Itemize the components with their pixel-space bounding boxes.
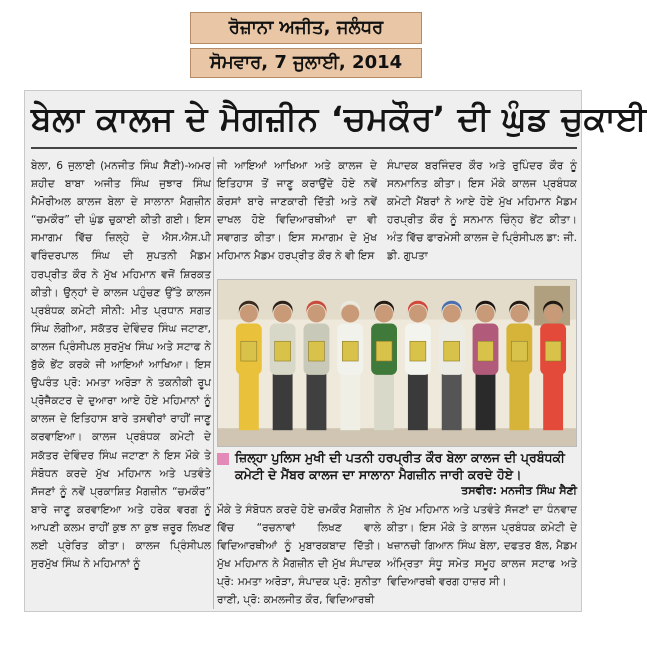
article-column-2-lower (217, 501, 381, 611)
paragraph: ਜੀ ਆਇਆਂ ਆਖਿਆ ਅਤੇ ਕਾਲਜ ਦੇ ਇਤਿਹਾਸ ਤੋਂ ਜਾਣੂ ਕਰਾਉਂਦੇ ਹੋਏ ਨਵੇਂ ਕੋਰਸਾਂ ਬਾਰੇ ਜਾਣਕਾਰੀ ਦਿੱਤੀ ਅਤੇ ਨਵੇਂ ਦਾਖਲ ਹੋਏ ਵਿਦਿਆਰਥੀਆਂ ਦਾ ਵੀ ਸਵਾਗਤ ਕੀਤਾ। ਇਸ ਸਮਾਗਮ ਦੇ ਮੁੱਖ ਮਹਿਮਾਨ ਮੈਡਮ ਹਰਪ੍ਰੀਤ ਕੌਰ ਨੇ ਵੀ ਇਸ (217, 160, 377, 263)
paragraph: ਮੌਕੇ ਤੇ ਸੰਬੋਧਨ ਕਰਦੇ ਹੋਏ ਚਮਕੌਰ ਮੈਗਜ਼ੀਨ ਵਿੱਚ “ਰਚਨਾਵਾਂ ਲਿਖਣ ਵਾਲੇ ਵਿਦਿਆਰਥੀਆਂ ਨੂੰ ਮੁਬਾਰਕਬਾਦ ਦਿੱਤੀ। ਮੁੱਖ ਮਹਿਮਾਨ ਨੇ ਮੈਗਜ਼ੀਨ ਦੀ ਮੁੱਖ ਸੰਪਾਦਕ ਪ੍ਰੋ: ਮਮਤਾ ਅਰੋੜਾ, ਸੰਪਾਦਕ ਪ੍ਰੋ: ਸੁਨੀਤਾ ਰਾਣੀ, ਪ੍ਰੋ: ਕਮਲਜੀਤ ਕੌਰ, ਵਿਦਿਆਰਥੀ (217, 504, 381, 607)
paragraph: ਸੰਪਾਦਕ ਬਰਜਿੰਦਰ ਕੌਰ ਅਤੇ ਰੁਪਿੰਦਰ ਕੌਰ ਨੂੰ ਸਨਮਾਨਿਤ ਕੀਤਾ। ਇਸ ਮੌਕੇ ਕਾਲਜ ਪ੍ਰਬੰਧਕ ਕਮੇਟੀ ਮੈਂਬਰਾਂ ਨੇ ਆਏ ਹੋਏ ਮੁੱਖ ਮਹਿਮਾਨ ਮੈਡਮ ਹਰਪ੍ਰੀਤ ਕੌਰ ਨੂੰ ਸਨਮਾਨ ਚਿੰਨ੍ਹ ਭੇਂਟ ਕੀਤਾ। ਅੰਤ ਵਿੱਚ ਫਾਰਮੇਸੀ ਕਾਲਜ ਦੇ ਪ੍ਰਿੰਸੀਪਲ ਡਾ: ਜੀ. ਡੀ. ਗੁਪਤਾ (387, 160, 577, 263)
publication-date: ਸੋਮਵਾਰ, 7 ਜੁਲਾਈ, 2014 (190, 48, 422, 78)
headline: ਬੇਲਾ ਕਾਲਜ ਦੇ ਮੈਗਜ਼ੀਨ ‘ਚਮਕੌਰ’ ਦੀ ਘੁੰਡ ਚੁਕਾਈ (31, 99, 647, 138)
paragraph: ਬੇਲਾ, 6 ਜੁਲਾਈ (ਮਨਜੀਤ ਸਿੰਘ ਸੈਣੀ)-ਅਮਰ ਸ਼ਹੀਦ ਬਾਬਾ ਅਜੀਤ ਸਿੰਘ ਜੁਝਾਰ ਸਿੰਘ ਮੈਮੋਰੀਅਲ ਕਾਲਜ ਬੇਲਾ ਦੇ ਸਾਲਾਨਾ ਮੈਗਜ਼ੀਨ “ਚਮਕੌਰ” ਦੀ ਘੁੰਡ ਚੁਕਾਈ ਕੀਤੀ ਗਈ। ਇਸ ਸਮਾਗਮ ਵਿੱਚ ਜ਼ਿਲ੍ਹੇ ਦੇ ਐਸ.ਐਸ.ਪੀ ਵਰਿੰਦਰਪਾਲ ਸਿੰਘ ਦੀ ਸੁਪਤਨੀ ਮੈਡਮ ਹਰਪ੍ਰੀਤ ਕੌਰ ਨੇ ਮੁੱਖ ਮਹਿਮਾਨ ਵਜੋਂ ਸ਼ਿਰਕਤ ਕੀਤੀ। ਉਨ੍ਹਾਂ ਦੇ ਕਾਲਜ ਪਹੁੰਚਣ ਉੱਤੇ ਕਾਲਜ ਪ੍ਰਬੰਧਕ ਕਮੇਟੀ ਸੀਨੀ: ਮੀਤ ਪ੍ਰਧਾਨ ਸਗਤ ਸਿੰਘ ਲੋਗੀਆ, ਸਕੱਤਰ ਦੇਵਿੰਦਰ ਸਿੰਘ ਜਟਾਣਾ, ਕਾਲਜ ਪ੍ਰਿੰਸੀਪਲ ਸੁਰਮੁੱਖ ਸਿੰਘ ਅਤੇ ਸਟਾਫ ਨੇ ਬੁੱਕੇ ਭੇਂਟ ਕਰਕੇ ਜੀ ਆਇਆਂ ਆਖਿਆ। ਇਸ ਉਪਰੰਤ ਪ੍ਰੋ: ਮਮਤਾ ਅਰੋੜਾ ਨੇ ਤਕਨੀਕੀ ਰੂਪ ਪ੍ਰੋਜੈਕਟਰ ਦੇ ਦੁਆਰਾ ਆਏ ਹੋਏ ਮਹਿਮਾਨਾਂ ਨੂੰ ਕਾਲਜ ਦੇ ਇਤਿਹਾਸ ਬਾਰੇ ਤਸਵੀਰਾਂ ਰਾਹੀਂ ਜਾਣੂ ਕਰਵਾਇਆ। ਕਾਲਜ ਪ੍ਰਬੰਧਕ ਕਮੇਟੀ ਦੇ ਸਕੱਤਰ ਦੇਵਿੰਦਰ ਸਿੰਘ ਜਟਾਣਾ ਨੇ ਇਸ ਮੌਕੇ ਤੇ ਸੰਬੋਧਨ ਕਰਦੇ ਮੁੱਖ ਮਹਿਮਾਨ ਅਤੇ ਪਤਵੰਤੇ ਸੱਜਣਾਂ ਨੂੰ ਨਵੇਂ ਪ੍ਰਕਾਸ਼ਿਤ ਮੈਗਜ਼ੀਨ “ਚਮਕੌਰ” ਬਾਰੇ ਜਾਣੂ ਕਰਵਾਇਆ ਅਤੇ ਹਰੇਕ ਵਰਗ ਨੂੰ ਆਪਣੀ ਕਲਮ ਰਾਹੀਂ ਕੁਝ ਨਾ ਕੁਝ ਜ਼ਰੂਰ ਲਿਖਣ ਲਈ ਪ੍ਰੇਰਿਤ ਕੀਤਾ। ਕਾਲਜ ਪ੍ਰਿੰਸੀਪਲ ਸੁਰਮੁੱਖ ਸਿੰਘ ਨੇ ਮਹਿਮਾਨਾਂ ਨੂੰ (31, 160, 211, 571)
article-column-1 (31, 157, 211, 609)
photo-credit: ਤਸਵੀਰ: ਮਨਜੀਤ ਸਿੰਘ ਸੈਣੀ (461, 484, 577, 497)
article-column-3 (387, 157, 577, 277)
column-divider (213, 157, 214, 609)
masthead (190, 12, 422, 78)
headline-rule (31, 147, 577, 149)
group-photo (217, 279, 577, 447)
caption-text: ਜ਼ਿਲ੍ਹਾ ਪੁਲਿਸ ਮੁਖੀ ਦੀ ਪਤਨੀ ਹਰਪ੍ਰੀਤ ਕੌਰ ਬੇਲਾ ਕਾਲਜ ਦੀ ਪ੍ਰਬੰਧਕੀ ਕਮੇਟੀ ਦੇ ਮੈਂਬਰ ਕਾਲਜ ਦਾ ਸਾਲਾਨਾ ਮੈਗਜ਼ੀਨ ਜਾਰੀ ਕਰਦੇ ਹੋਏ। (235, 450, 565, 482)
group-photo-image (218, 280, 576, 446)
caption-marker (217, 453, 229, 465)
article-column-2 (217, 157, 377, 277)
article-column-3-lower (387, 501, 577, 611)
paragraph: ਨੇ ਮੁੱਖ ਮਹਿਮਾਨ ਅਤੇ ਪਤਵੰਤੇ ਸੱਜਣਾਂ ਦਾ ਧੰਨਵਾਦ ਕੀਤਾ। ਇਸ ਮੌਕੇ ਤੇ ਕਾਲਜ ਪ੍ਰਬੰਧਕ ਕਮੇਟੀ ਦੇ ਖਜ਼ਾਨਚੀ ਗਿਆਨ ਸਿੰਘ ਬੇਲਾ, ਦਫਤਰ ਬੱਲ, ਮੈਡਮ ਅੰਮ੍ਰਿਤਾ ਸੰਧੂ ਸਮੇਤ ਸਮੂਹ ਕਾਲਜ ਸਟਾਫ ਅਤੇ ਵਿਦਿਆਰਥੀ ਵਰਗ ਹਾਜ਼ਰ ਸੀ। (387, 504, 577, 589)
newspaper-name: ਰੋਜ਼ਾਨਾ ਅਜੀਤ, ਜਲੰਧਰ (190, 12, 422, 44)
news-clipping (24, 90, 647, 612)
